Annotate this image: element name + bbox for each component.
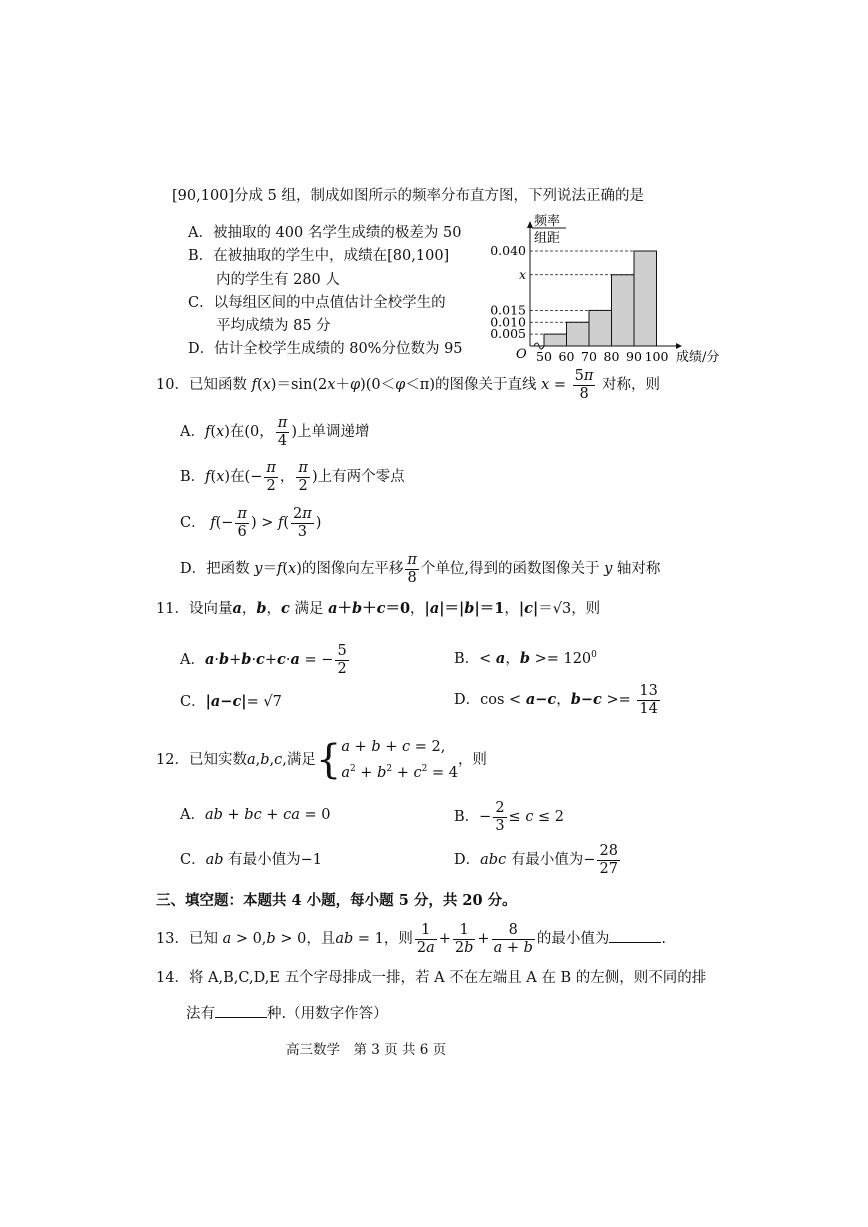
- x-tick-label: 60: [558, 349, 575, 364]
- histogram-bar: [612, 275, 635, 346]
- q14-answer-blank[interactable]: [215, 1005, 267, 1018]
- q13-end: .: [661, 931, 667, 948]
- x-tick-label: 70: [581, 349, 597, 364]
- q11-b-label: B．: [454, 651, 480, 667]
- q10-function: f(x)＝sin(2x＋φ)(0＜φ＜π): [251, 377, 435, 394]
- q14-text-a: 法有: [186, 1006, 215, 1022]
- q12-a-label: A．: [180, 807, 205, 823]
- q11-option-b: B．< a，$b >= 120^0$: [454, 650, 597, 667]
- q10-stem-a: 10．已知函数: [156, 377, 247, 394]
- q14-line2: [186, 1005, 388, 1023]
- q10-d-text1: D．把函数: [180, 561, 250, 578]
- q12-option-a: A．ab + bc + ca = 0: [180, 807, 331, 823]
- histogram-bar: [567, 322, 590, 346]
- y-axis-arrow: [527, 221, 533, 228]
- q11-stem-c: ，则: [571, 601, 601, 617]
- histogram-bar: [589, 310, 612, 346]
- q11-d-label: D．: [454, 692, 481, 709]
- q10-a-label: A．: [180, 424, 205, 441]
- q10-option-d: D．把函数 y＝f(x)的图像向左平移 $\frac{\pi}{8}$ 个单位,得到的函数图像关于 y 轴对称: [180, 552, 661, 586]
- q13-answer-blank[interactable]: [609, 930, 661, 943]
- section-3-heading: 三、填空题：本题共 4 小题，每小题 5 分，共 20 分。: [156, 892, 517, 909]
- q12-option-b: B．− $\frac{2}{3}$ ≤ c ≤ 2: [454, 800, 565, 834]
- q12-stem-a: 12．已知实数: [156, 751, 247, 768]
- y-tick-label: 0.005: [490, 326, 526, 342]
- q12-b-label: B．: [454, 809, 480, 826]
- q10-c-label: C．: [180, 515, 206, 532]
- q12-c-text: 有最小值为: [228, 852, 301, 868]
- page-footer: 高三数学 第 3 页 共 6 页: [286, 1042, 447, 1058]
- q11-option-a: A．a·b+b·c+c·a = − $\frac{5}{2}$: [180, 643, 347, 677]
- x-tick-label: 100: [644, 349, 669, 364]
- x-tick-label: 50: [536, 349, 552, 364]
- y-axis-label-top: 频率: [534, 214, 561, 229]
- y-axis-label-bottom: 组距: [534, 231, 561, 246]
- q13-stem-d: 的最小值为: [536, 931, 610, 948]
- q12-stem: 12．已知实数a,b,c,满足{a + b + c = 2, $a^2 + b^2 + c^2 = 4$，则: [156, 736, 487, 783]
- q10-option-c: C． f(− $\frac{\pi}{6}$ ) > f( $\frac{2\pi}{3}$ ): [180, 506, 322, 540]
- q10-b-text1: 在(−: [230, 469, 263, 486]
- q10-a-text2: )上单调递增: [291, 424, 370, 441]
- x-axis-arrow: [676, 343, 682, 349]
- q13-stem-a: 13．已知: [156, 931, 218, 948]
- y-tick-label: x: [518, 266, 526, 282]
- q10-option-a: A．f(x)在(0， $\frac{\pi}{4}$ )上单调递增: [180, 415, 370, 449]
- q13-stem-b: ，且: [306, 931, 336, 948]
- x-tick-label: 80: [603, 349, 620, 364]
- q10-b-text2: ，: [279, 469, 295, 486]
- y-tick-label: 0.015: [490, 302, 526, 318]
- q14-text-b: 种.（用数字作答）: [267, 1006, 388, 1022]
- q10-line: x = $\frac{5\pi}{8}$: [541, 368, 594, 402]
- histogram-bar: [634, 251, 657, 346]
- q10-d-text2: 的图像向左平移: [301, 561, 404, 578]
- y-tick-label: 0.040: [490, 243, 526, 258]
- q9-option-b-line1: B．在被抽取的学生中，成绩在[80,100]: [188, 248, 450, 264]
- q11-c-label: C．: [180, 694, 206, 710]
- q12-stem-c: ，则: [457, 751, 487, 768]
- q11-option-d: D．cos < a−c，b−c >= $\frac{13}{14}$: [454, 683, 658, 717]
- q10-d-text3: 个单位,得到的函数图像关于: [420, 561, 600, 578]
- q12-stem-b: ,满足: [282, 751, 316, 768]
- q9-option-c-line1: C．以每组区间的中点值估计全校学生的: [188, 295, 446, 311]
- q12-d-label: D．: [454, 852, 481, 869]
- x-axis-label: 成绩/分: [676, 350, 720, 365]
- q11-stem-b: 满足: [294, 601, 324, 617]
- q12-option-d: D．abc 有最小值为− $\frac{28}{27}$: [454, 843, 618, 877]
- frequency-histogram: [484, 208, 734, 368]
- q11-stem: 11．设向量a，b，c 满足 a＋b＋c＝0，|a|＝|b|＝1，|c|＝√3，则: [156, 600, 601, 617]
- q9-option-d: D．估计全校学生成绩的 80%分位数为 95: [188, 341, 463, 357]
- q10-stem-b: 的图像关于直线: [435, 377, 537, 394]
- origin-label: O: [516, 347, 527, 362]
- y-tick-label: 0.010: [490, 314, 526, 330]
- q9-option-b-line2: 内的学生有 280 人: [216, 272, 340, 288]
- q10-option-b: B．f(x)在(− $\frac{\pi}{2}$ ， $\frac{\pi}{2}$ )上有两个零点: [180, 460, 405, 494]
- q10-d-text4: 轴对称: [616, 561, 661, 578]
- histogram-bar: [544, 334, 567, 346]
- q12-option-c: C．ab 有最小值为−1: [180, 852, 323, 868]
- q11-a-label: A．: [180, 652, 205, 669]
- q13: 13．已知 a > 0,b > 0，且ab = 1，则 $\frac{1}{2a}$ + $\frac{1}{2b}$ + $\frac{8}{a + b}$ 的最小值为 .: [156, 922, 667, 956]
- q9-option-c-line2: 平均成绩为 85 分: [216, 318, 331, 334]
- x-tick-label: 90: [626, 349, 642, 364]
- q10-b-text3: )上有两个零点: [311, 469, 405, 486]
- q9-stem: [90,100]分成 5 组，制成如图所示的频率分布直方图，下列说法正确的是: [172, 188, 644, 204]
- q9-option-a: A．被抽取的 400 名学生成绩的极差为 50: [188, 225, 462, 241]
- q10-b-label: B．: [180, 469, 206, 486]
- q11-option-c: C．|a−c|= √7: [180, 693, 282, 710]
- q10-stem: [156, 368, 660, 402]
- q14-line1: 14．将 A,B,C,D,E 五个字母排成一排，若 A 不在左端且 A 在 B 的左侧，则不同的排: [156, 970, 707, 986]
- q10-a-text1: 在(0，: [229, 424, 274, 441]
- q11-stem-a: 11．设向量: [156, 601, 233, 617]
- q12-d-text: 有最小值为: [510, 852, 584, 869]
- q10-stem-c: 对称，则: [602, 377, 661, 394]
- q13-stem-c: ，则: [383, 931, 413, 948]
- q12-c-label: C．: [180, 852, 206, 868]
